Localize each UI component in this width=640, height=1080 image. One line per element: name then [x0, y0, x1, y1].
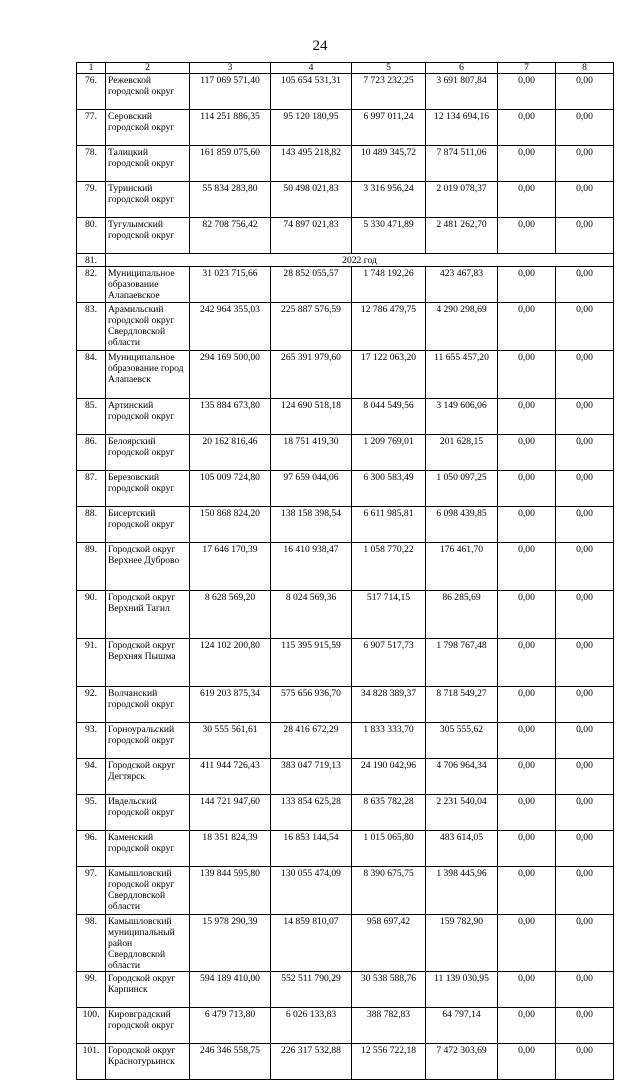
municipality-name-cell: Тугулымский городской округ: [106, 218, 190, 254]
municipality-name-cell: Городской округ Дегтярск: [106, 759, 190, 795]
table-row: [77, 543, 614, 591]
municipality-name-cell: Бисертский городской округ: [106, 507, 190, 543]
municipality-name-cell: Туринский городской округ: [106, 182, 190, 218]
amount-col6-cell: 201 628,15: [426, 435, 498, 471]
amount-col7-cell: 0,00: [498, 972, 556, 1008]
column-number-cell: 7: [498, 63, 556, 74]
amount-col8-cell: 0,00: [556, 351, 614, 399]
table-row: [77, 218, 614, 254]
amount-col3-cell: 139 844 595,80: [190, 867, 271, 915]
amount-col6-cell: 2 231 540,04: [426, 795, 498, 831]
amount-col8-cell: 0,00: [556, 972, 614, 1008]
row-number-cell: 96.: [77, 831, 106, 867]
amount-col6-cell: 305 555,62: [426, 723, 498, 759]
year-label-cell: 2022 год: [106, 254, 614, 267]
amount-col5-cell: 1 209 769,01: [352, 435, 426, 471]
amount-col4-cell: 130 055 474,09: [271, 867, 352, 915]
amount-col6-cell: 6 098 439,85: [426, 507, 498, 543]
amount-col3-cell: 135 884 673,80: [190, 399, 271, 435]
amount-col6-cell: 1 798 767,48: [426, 639, 498, 687]
amount-col3-cell: 294 169 500,00: [190, 351, 271, 399]
table-row: [77, 303, 614, 351]
column-number-cell: 3: [190, 63, 271, 74]
amount-col6-cell: 11 655 457,20: [426, 351, 498, 399]
amount-col4-cell: 133 854 625,28: [271, 795, 352, 831]
amount-col8-cell: 0,00: [556, 267, 614, 303]
row-number-cell: 79.: [77, 182, 106, 218]
row-number-cell: 100.: [77, 1008, 106, 1044]
amount-col4-cell: 50 498 021,83: [271, 182, 352, 218]
amount-col3-cell: 619 203 875,34: [190, 687, 271, 723]
column-number-row: [77, 63, 614, 74]
amount-col6-cell: 4 290 298,69: [426, 303, 498, 351]
row-number-cell: 76.: [77, 74, 106, 110]
amount-col5-cell: 388 782,83: [352, 1008, 426, 1044]
table-row: [77, 831, 614, 867]
municipality-name-cell: Горноуральский городской округ: [106, 723, 190, 759]
amount-col4-cell: 14 859 810,07: [271, 915, 352, 972]
amount-col6-cell: 11 139 030,95: [426, 972, 498, 1008]
amount-col7-cell: 0,00: [498, 795, 556, 831]
amount-col4-cell: 124 690 518,18: [271, 399, 352, 435]
amount-col8-cell: 0,00: [556, 507, 614, 543]
amount-col5-cell: 8 390 675,75: [352, 867, 426, 915]
amount-col8-cell: 0,00: [556, 795, 614, 831]
amount-col6-cell: 2 481 262,70: [426, 218, 498, 254]
amount-col8-cell: 0,00: [556, 639, 614, 687]
amount-col7-cell: 0,00: [498, 723, 556, 759]
amount-col3-cell: 15 978 290,39: [190, 915, 271, 972]
amount-col3-cell: 117 069 571,40: [190, 74, 271, 110]
municipality-name-cell: Волчанский городской округ: [106, 687, 190, 723]
amount-col7-cell: 0,00: [498, 218, 556, 254]
amount-col3-cell: 105 009 724,80: [190, 471, 271, 507]
amount-col3-cell: 242 964 355,03: [190, 303, 271, 351]
amount-col5-cell: 1 058 770,22: [352, 543, 426, 591]
table-row: [77, 146, 614, 182]
municipality-name-cell: Березовский городской округ: [106, 471, 190, 507]
amount-col4-cell: 265 391 979,60: [271, 351, 352, 399]
column-number-cell: 2: [106, 63, 190, 74]
amount-col8-cell: 0,00: [556, 831, 614, 867]
amount-col8-cell: 0,00: [556, 146, 614, 182]
amount-col7-cell: 0,00: [498, 303, 556, 351]
row-number-cell: 89.: [77, 543, 106, 591]
table-row: [77, 591, 614, 639]
amount-col5-cell: 6 997 011,24: [352, 110, 426, 146]
amount-col8-cell: 0,00: [556, 915, 614, 972]
amount-col6-cell: 2 019 078,37: [426, 182, 498, 218]
amount-col7-cell: 0,00: [498, 1008, 556, 1044]
amount-col6-cell: 3 691 807,84: [426, 74, 498, 110]
amount-col6-cell: 423 467,83: [426, 267, 498, 303]
amount-col4-cell: 97 659 044,06: [271, 471, 352, 507]
amount-col3-cell: 30 555 561,61: [190, 723, 271, 759]
amount-col3-cell: 594 189 410,00: [190, 972, 271, 1008]
budget-table: [76, 62, 614, 1080]
row-number-cell: 95.: [77, 795, 106, 831]
amount-col6-cell: 12 134 694,16: [426, 110, 498, 146]
amount-col3-cell: 82 708 756,42: [190, 218, 271, 254]
amount-col3-cell: 411 944 726,43: [190, 759, 271, 795]
amount-col8-cell: 0,00: [556, 867, 614, 915]
amount-col4-cell: 8 024 569,36: [271, 591, 352, 639]
amount-col5-cell: 12 556 722,18: [352, 1044, 426, 1080]
amount-col8-cell: 0,00: [556, 759, 614, 795]
amount-col5-cell: 1 015 065,80: [352, 831, 426, 867]
amount-col4-cell: 138 158 398,54: [271, 507, 352, 543]
table-row: [77, 795, 614, 831]
table-row: [77, 182, 614, 218]
amount-col6-cell: 86 285,69: [426, 591, 498, 639]
amount-col8-cell: 0,00: [556, 218, 614, 254]
row-number-cell: 93.: [77, 723, 106, 759]
amount-col4-cell: 16 853 144,54: [271, 831, 352, 867]
amount-col6-cell: 159 782,90: [426, 915, 498, 972]
amount-col7-cell: 0,00: [498, 182, 556, 218]
amount-col6-cell: 483 614,05: [426, 831, 498, 867]
municipality-name-cell: Серовский городской округ: [106, 110, 190, 146]
amount-col5-cell: 6 300 583,49: [352, 471, 426, 507]
amount-col7-cell: 0,00: [498, 759, 556, 795]
amount-col8-cell: 0,00: [556, 471, 614, 507]
amount-col3-cell: 114 251 886,35: [190, 110, 271, 146]
column-number-cell: 6: [426, 63, 498, 74]
amount-col7-cell: 0,00: [498, 867, 556, 915]
amount-col4-cell: 74 897 021,83: [271, 218, 352, 254]
table-row: [77, 471, 614, 507]
amount-col5-cell: 1 748 192,26: [352, 267, 426, 303]
row-number-cell: 84.: [77, 351, 106, 399]
row-number-cell: 81.: [77, 254, 106, 267]
amount-col4-cell: 16 410 938,47: [271, 543, 352, 591]
municipality-name-cell: Городской округ Верхнее Дуброво: [106, 543, 190, 591]
amount-col4-cell: 575 656 936,70: [271, 687, 352, 723]
municipality-name-cell: Режевской городской округ: [106, 74, 190, 110]
municipality-name-cell: Арамильский городской округ Свердловской области: [106, 303, 190, 351]
table-row: [77, 507, 614, 543]
municipality-name-cell: Городской округ Краснотурьинск: [106, 1044, 190, 1080]
amount-col3-cell: 246 346 558,75: [190, 1044, 271, 1080]
amount-col3-cell: 20 162 816,46: [190, 435, 271, 471]
amount-col6-cell: 7 472 303,69: [426, 1044, 498, 1080]
table-row: [77, 399, 614, 435]
table-row: [77, 110, 614, 146]
amount-col5-cell: 1 833 333,70: [352, 723, 426, 759]
row-number-cell: 87.: [77, 471, 106, 507]
amount-col5-cell: 5 330 471,89: [352, 218, 426, 254]
row-number-cell: 86.: [77, 435, 106, 471]
table-row: [77, 972, 614, 1008]
amount-col4-cell: 105 654 531,31: [271, 74, 352, 110]
amount-col3-cell: 31 023 715,66: [190, 267, 271, 303]
table-row: [77, 435, 614, 471]
amount-col7-cell: 0,00: [498, 399, 556, 435]
amount-col7-cell: 0,00: [498, 471, 556, 507]
amount-col5-cell: 8 044 549,56: [352, 399, 426, 435]
amount-col4-cell: 552 511 790,29: [271, 972, 352, 1008]
municipality-name-cell: Камышловский муниципальный район Свердловской области: [106, 915, 190, 972]
table-row: [77, 723, 614, 759]
amount-col8-cell: 0,00: [556, 182, 614, 218]
amount-col4-cell: 28 416 672,29: [271, 723, 352, 759]
amount-col3-cell: 124 102 200,80: [190, 639, 271, 687]
amount-col3-cell: 8 628 569,20: [190, 591, 271, 639]
amount-col8-cell: 0,00: [556, 687, 614, 723]
row-number-cell: 97.: [77, 867, 106, 915]
table-row: [77, 267, 614, 303]
table-row: [77, 74, 614, 110]
amount-col3-cell: 6 479 713,80: [190, 1008, 271, 1044]
page-number: 24: [312, 38, 328, 54]
amount-col7-cell: 0,00: [498, 687, 556, 723]
amount-col8-cell: 0,00: [556, 303, 614, 351]
amount-col5-cell: 7 723 232,25: [352, 74, 426, 110]
row-number-cell: 78.: [77, 146, 106, 182]
amount-col3-cell: 144 721 947,60: [190, 795, 271, 831]
amount-col3-cell: 150 868 824,20: [190, 507, 271, 543]
table-row: [77, 639, 614, 687]
table-row: [77, 1044, 614, 1080]
amount-col7-cell: 0,00: [498, 507, 556, 543]
row-number-cell: 82.: [77, 267, 106, 303]
amount-col7-cell: 0,00: [498, 435, 556, 471]
amount-col7-cell: 0,00: [498, 831, 556, 867]
row-number-cell: 101.: [77, 1044, 106, 1080]
table-body: [77, 63, 614, 1080]
amount-col5-cell: 34 828 389,37: [352, 687, 426, 723]
row-number-cell: 91.: [77, 639, 106, 687]
row-number-cell: 98.: [77, 915, 106, 972]
row-number-cell: 83.: [77, 303, 106, 351]
municipality-name-cell: Кировградский городской округ: [106, 1008, 190, 1044]
amount-col5-cell: 958 697,42: [352, 915, 426, 972]
municipality-name-cell: Муниципальное образование Алапаевское: [106, 267, 190, 303]
amount-col5-cell: 6 611 985,81: [352, 507, 426, 543]
year-separator-row: [77, 254, 614, 267]
municipality-name-cell: Городской округ Карпинск: [106, 972, 190, 1008]
amount-col4-cell: 6 026 133,83: [271, 1008, 352, 1044]
municipality-name-cell: Городской округ Верхний Тагил: [106, 591, 190, 639]
amount-col6-cell: 8 718 549,27: [426, 687, 498, 723]
amount-col6-cell: 176 461,70: [426, 543, 498, 591]
amount-col8-cell: 0,00: [556, 723, 614, 759]
amount-col5-cell: 17 122 063,20: [352, 351, 426, 399]
table-row: [77, 915, 614, 972]
amount-col7-cell: 0,00: [498, 110, 556, 146]
amount-col8-cell: 0,00: [556, 110, 614, 146]
amount-col4-cell: 226 317 532,88: [271, 1044, 352, 1080]
amount-col4-cell: 28 852 055,57: [271, 267, 352, 303]
amount-col7-cell: 0,00: [498, 74, 556, 110]
amount-col8-cell: 0,00: [556, 543, 614, 591]
row-number-cell: 90.: [77, 591, 106, 639]
amount-col5-cell: 517 714,15: [352, 591, 426, 639]
amount-col6-cell: 1 398 445,96: [426, 867, 498, 915]
column-number-cell: 8: [556, 63, 614, 74]
amount-col4-cell: 225 887 576,59: [271, 303, 352, 351]
amount-col4-cell: 95 120 180,95: [271, 110, 352, 146]
table-row: [77, 1008, 614, 1044]
amount-col6-cell: 4 706 964,34: [426, 759, 498, 795]
amount-col7-cell: 0,00: [498, 146, 556, 182]
municipality-name-cell: Муниципальное образование город Алапаевск: [106, 351, 190, 399]
amount-col5-cell: 6 907 517,73: [352, 639, 426, 687]
amount-col7-cell: 0,00: [498, 915, 556, 972]
row-number-cell: 77.: [77, 110, 106, 146]
municipality-name-cell: Камышловский городской округ Свердловской области: [106, 867, 190, 915]
amount-col7-cell: 0,00: [498, 1044, 556, 1080]
column-number-cell: 4: [271, 63, 352, 74]
amount-col5-cell: 10 489 345,72: [352, 146, 426, 182]
amount-col8-cell: 0,00: [556, 74, 614, 110]
amount-col8-cell: 0,00: [556, 591, 614, 639]
amount-col5-cell: 8 635 782,28: [352, 795, 426, 831]
column-number-cell: 1: [77, 63, 106, 74]
amount-col7-cell: 0,00: [498, 591, 556, 639]
table-row: [77, 867, 614, 915]
row-number-cell: 99.: [77, 972, 106, 1008]
amount-col5-cell: 30 538 588,76: [352, 972, 426, 1008]
amount-col7-cell: 0,00: [498, 639, 556, 687]
amount-col7-cell: 0,00: [498, 267, 556, 303]
table-row: [77, 351, 614, 399]
amount-col8-cell: 0,00: [556, 1008, 614, 1044]
municipality-name-cell: Белоярский городской округ: [106, 435, 190, 471]
municipality-name-cell: Талицкий городской округ: [106, 146, 190, 182]
amount-col7-cell: 0,00: [498, 543, 556, 591]
amount-col3-cell: 17 646 170,39: [190, 543, 271, 591]
amount-col3-cell: 161 859 075,60: [190, 146, 271, 182]
amount-col6-cell: 64 797,14: [426, 1008, 498, 1044]
table-row: [77, 759, 614, 795]
amount-col4-cell: 143 495 218,82: [271, 146, 352, 182]
table-row: [77, 687, 614, 723]
municipality-name-cell: Ивдельский городской округ: [106, 795, 190, 831]
row-number-cell: 92.: [77, 687, 106, 723]
amount-col6-cell: 7 874 511,06: [426, 146, 498, 182]
amount-col8-cell: 0,00: [556, 1044, 614, 1080]
amount-col3-cell: 18 351 824,39: [190, 831, 271, 867]
amount-col8-cell: 0,00: [556, 399, 614, 435]
amount-col5-cell: 12 786 479,75: [352, 303, 426, 351]
amount-col7-cell: 0,00: [498, 351, 556, 399]
amount-col6-cell: 3 149 606,06: [426, 399, 498, 435]
municipality-name-cell: Каменский городской округ: [106, 831, 190, 867]
amount-col4-cell: 383 047 719,13: [271, 759, 352, 795]
row-number-cell: 88.: [77, 507, 106, 543]
amount-col6-cell: 1 050 097,25: [426, 471, 498, 507]
municipality-name-cell: Городской округ Верхняя Пышма: [106, 639, 190, 687]
column-number-cell: 5: [352, 63, 426, 74]
amount-col4-cell: 115 395 915,59: [271, 639, 352, 687]
amount-col8-cell: 0,00: [556, 435, 614, 471]
amount-col5-cell: 24 190 042,96: [352, 759, 426, 795]
amount-col3-cell: 55 834 283,80: [190, 182, 271, 218]
row-number-cell: 94.: [77, 759, 106, 795]
row-number-cell: 85.: [77, 399, 106, 435]
row-number-cell: 80.: [77, 218, 106, 254]
municipality-name-cell: Артинский городской округ: [106, 399, 190, 435]
amount-col4-cell: 18 751 419,30: [271, 435, 352, 471]
amount-col5-cell: 3 316 956,24: [352, 182, 426, 218]
